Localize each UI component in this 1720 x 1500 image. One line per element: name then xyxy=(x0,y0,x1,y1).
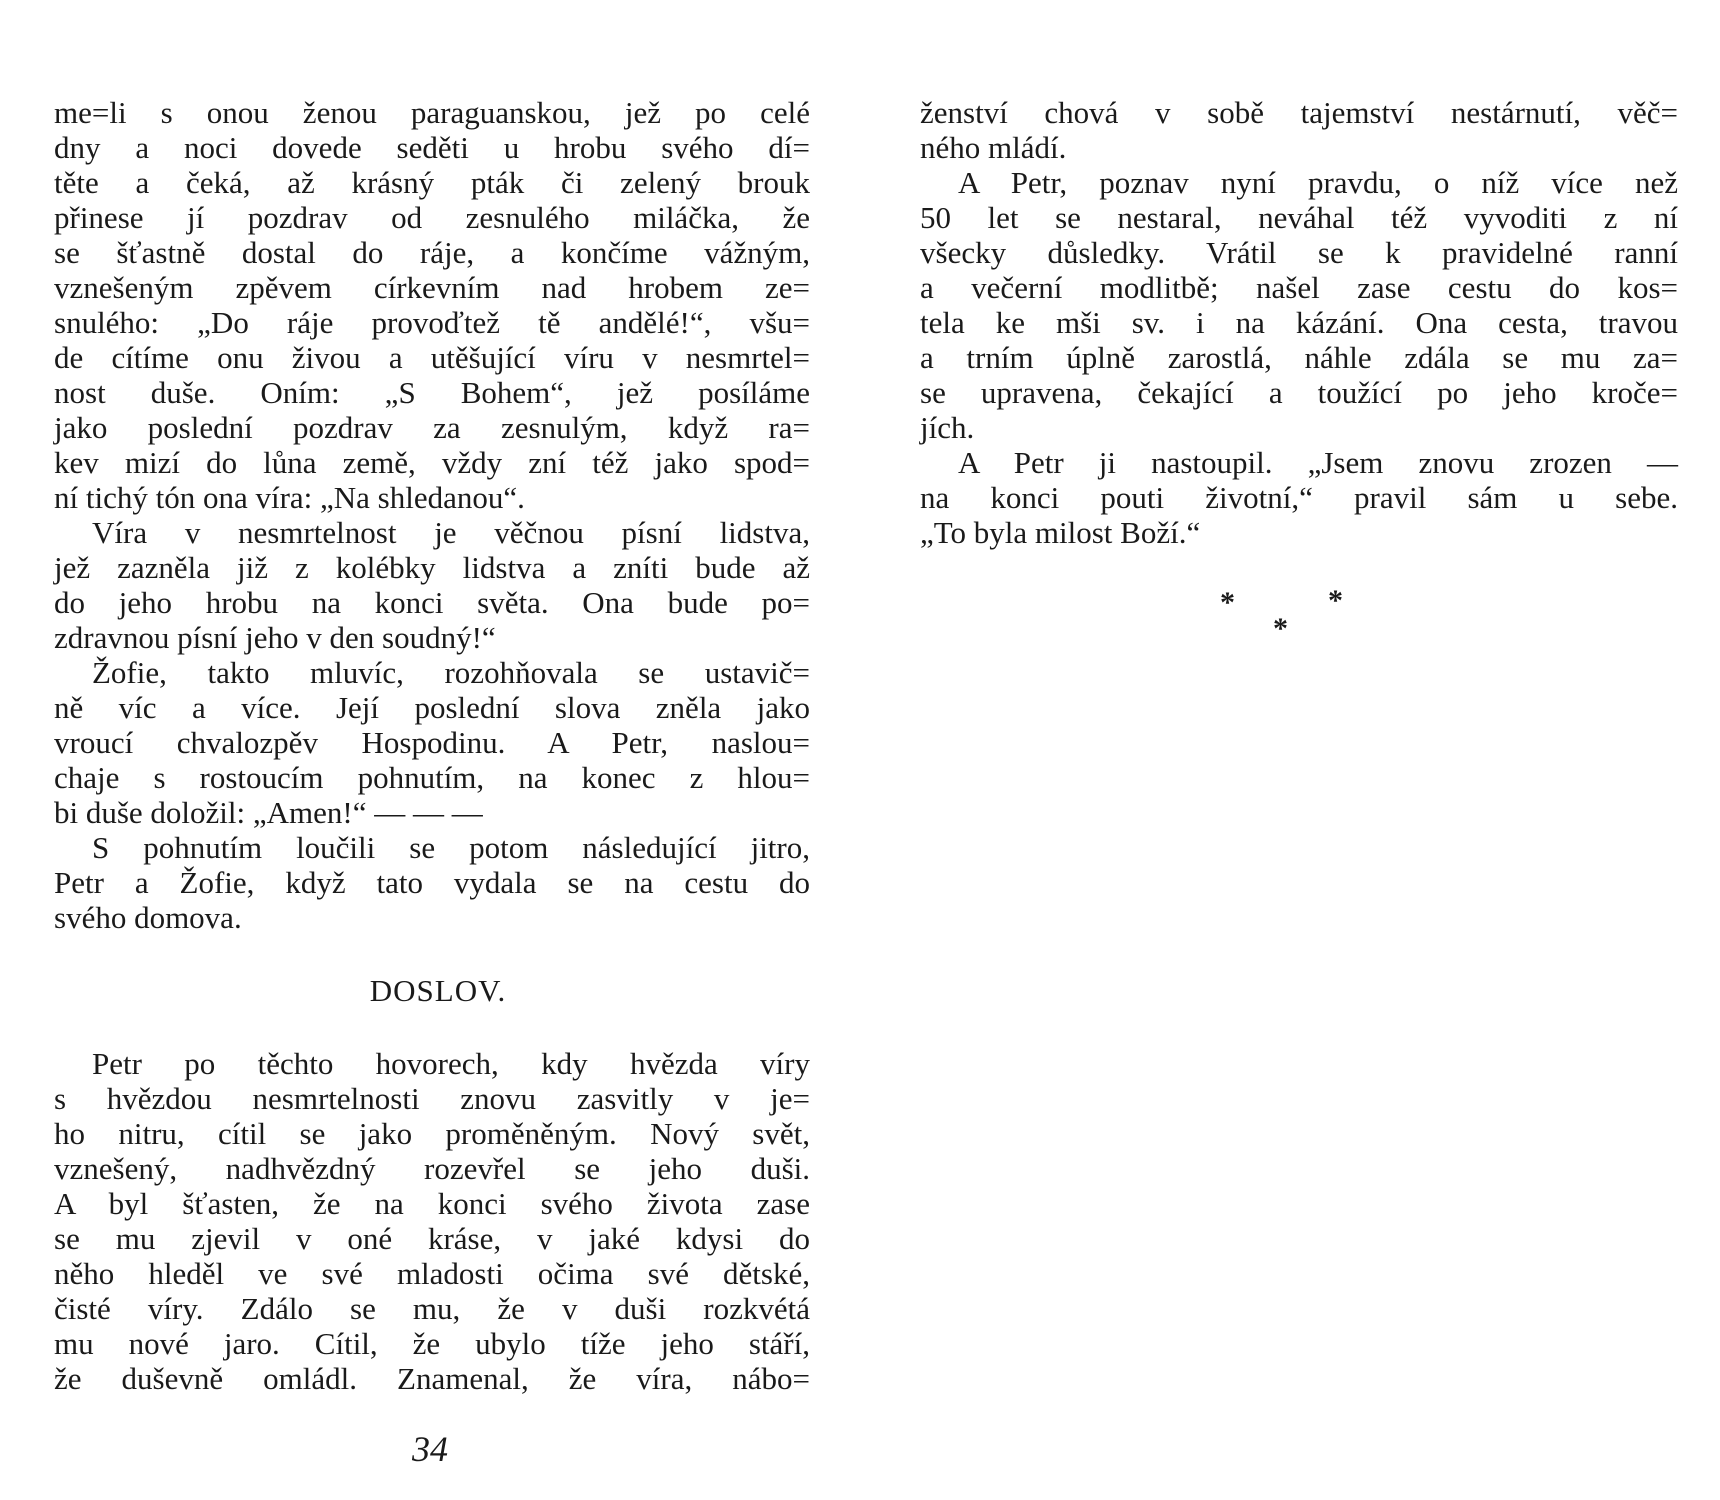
text-line: A Petr ji nastoupil. „Jsem znovu zrozen — xyxy=(958,445,1678,480)
left-column xyxy=(54,95,810,1396)
text-line: mu nové jaro. Cítil, že ubylo tíže jeho stáří, xyxy=(54,1326,810,1361)
text-line: S pohnutím loučili se potom následující jitro, xyxy=(92,830,810,865)
text-line: tela ke mši sv. i na kázání. Ona cesta, travou xyxy=(920,305,1678,340)
text-line: kev mizí do lůna země, vždy zní též jako spod= xyxy=(54,445,810,480)
text-line: ného mládí. xyxy=(920,130,1067,165)
section-heading: DOSLOV. xyxy=(369,973,507,1008)
text-line: snulého: „Do ráje provoďtež tě andělé!“, všu= xyxy=(54,305,810,340)
text-line: svého domova. xyxy=(54,900,242,935)
text-line: A byl šťasten, že na konci svého života zase xyxy=(54,1186,810,1221)
text-line: dny a noci dovede seděti u hrobu svého dí= xyxy=(54,130,810,165)
text-line: něho hleděl ve své mladosti očima své dětské, xyxy=(54,1256,810,1291)
text-line: se upravena, čekající a toužící po jeho kroče= xyxy=(920,375,1678,410)
asterisk-bottom: * xyxy=(1273,612,1288,645)
text-line: těte a čeká, až krásný pták či zelený brouk xyxy=(54,165,810,200)
text-line: bi duše doložil: „Amen!“ — — — xyxy=(54,795,483,830)
text-line: de cítíme onu živou a utěšující víru v nesmrtel= xyxy=(54,340,810,375)
text-line: Petr a Žofie, když tato vydala se na cestu do xyxy=(54,865,810,900)
text-line: jích. xyxy=(920,410,975,445)
text-line: všecky důsledky. Vrátil se k pravidelné ranní xyxy=(920,235,1678,270)
text-line: chaje s rostoucím pohnutím, na konec z hlou= xyxy=(54,760,810,795)
text-line: čisté víry. Zdálo se mu, že v duši rozkvétá xyxy=(54,1291,810,1326)
text-line: ně víc a více. Její poslední slova zněla jako xyxy=(54,690,810,725)
text-line: přinese jí pozdrav od zesnulého miláčka, že xyxy=(54,200,810,235)
asterism-divider xyxy=(1220,586,1380,646)
asterisk-right: * xyxy=(1328,584,1343,617)
right-column xyxy=(920,95,1678,550)
page-number: 34 xyxy=(412,1429,448,1469)
text-line: Žofie, takto mluvíc, rozohňovala se ustavič= xyxy=(92,655,810,690)
text-line: na konci pouti životní,“ pravil sám u sebe. xyxy=(920,480,1678,515)
afterword-paragraphs xyxy=(54,1046,810,1396)
text-line: vznešený, nadhvězdný rozevřel se jeho duši. xyxy=(54,1151,810,1186)
text-line: 50 let se nestaral, neváhal též vyvoditi z ní xyxy=(920,200,1678,235)
text-line: Petr po těchto hovorech, kdy hvězda víry xyxy=(92,1046,810,1081)
text-line: jež zazněla již z kolébky lidstva a zníti bude až xyxy=(54,550,810,585)
text-line: se mu zjevil v oné kráse, v jaké kdysi do xyxy=(54,1221,810,1256)
right-paragraphs xyxy=(920,95,1678,550)
text-line: že duševně omládl. Znamenal, že víra, nábo= xyxy=(54,1361,810,1396)
text-line: s hvězdou nesmrtelnosti znovu zasvitly v je= xyxy=(54,1081,810,1116)
text-line: se šťastně dostal do ráje, a končíme vážným, xyxy=(54,235,810,270)
text-line: nost duše. Oním: „S Bohem“, jež posíláme xyxy=(54,375,810,410)
text-line: Víra v nesmrtelnost je věčnou písní lidstva, xyxy=(92,515,810,550)
text-line: a trním úplně zarostlá, náhle zdála se mu za= xyxy=(920,340,1678,375)
text-line: a večerní modlitbě; našel zase cestu do kos= xyxy=(920,270,1678,305)
text-line: zdravnou písní jeho v den soudný!“ xyxy=(54,620,496,655)
left-paragraphs xyxy=(54,95,810,935)
text-line: ní tichý tón ona víra: „Na shledanou“. xyxy=(54,480,525,515)
text-line: A Petr, poznav nyní pravdu, o níž více než xyxy=(958,165,1678,200)
text-line: vroucí chvalozpěv Hospodinu. A Petr, naslou= xyxy=(54,725,810,760)
text-line: ženství chová v sobě tajemství nestárnutí, věč= xyxy=(920,95,1678,130)
text-line: jako poslední pozdrav za zesnulým, když ra= xyxy=(54,410,810,445)
text-line: „To byla milost Boží.“ xyxy=(920,515,1201,550)
text-line: ho nitru, cítil se jako proměněným. Nový svět, xyxy=(54,1116,810,1151)
text-line: do jeho hrobu na konci světa. Ona bude po= xyxy=(54,585,810,620)
asterisk-left: * xyxy=(1220,586,1235,619)
text-line: me=li s onou ženou paraguanskou, jež po celé xyxy=(54,95,810,130)
text-line: vznešeným zpěvem církevním nad hrobem ze= xyxy=(54,270,810,305)
